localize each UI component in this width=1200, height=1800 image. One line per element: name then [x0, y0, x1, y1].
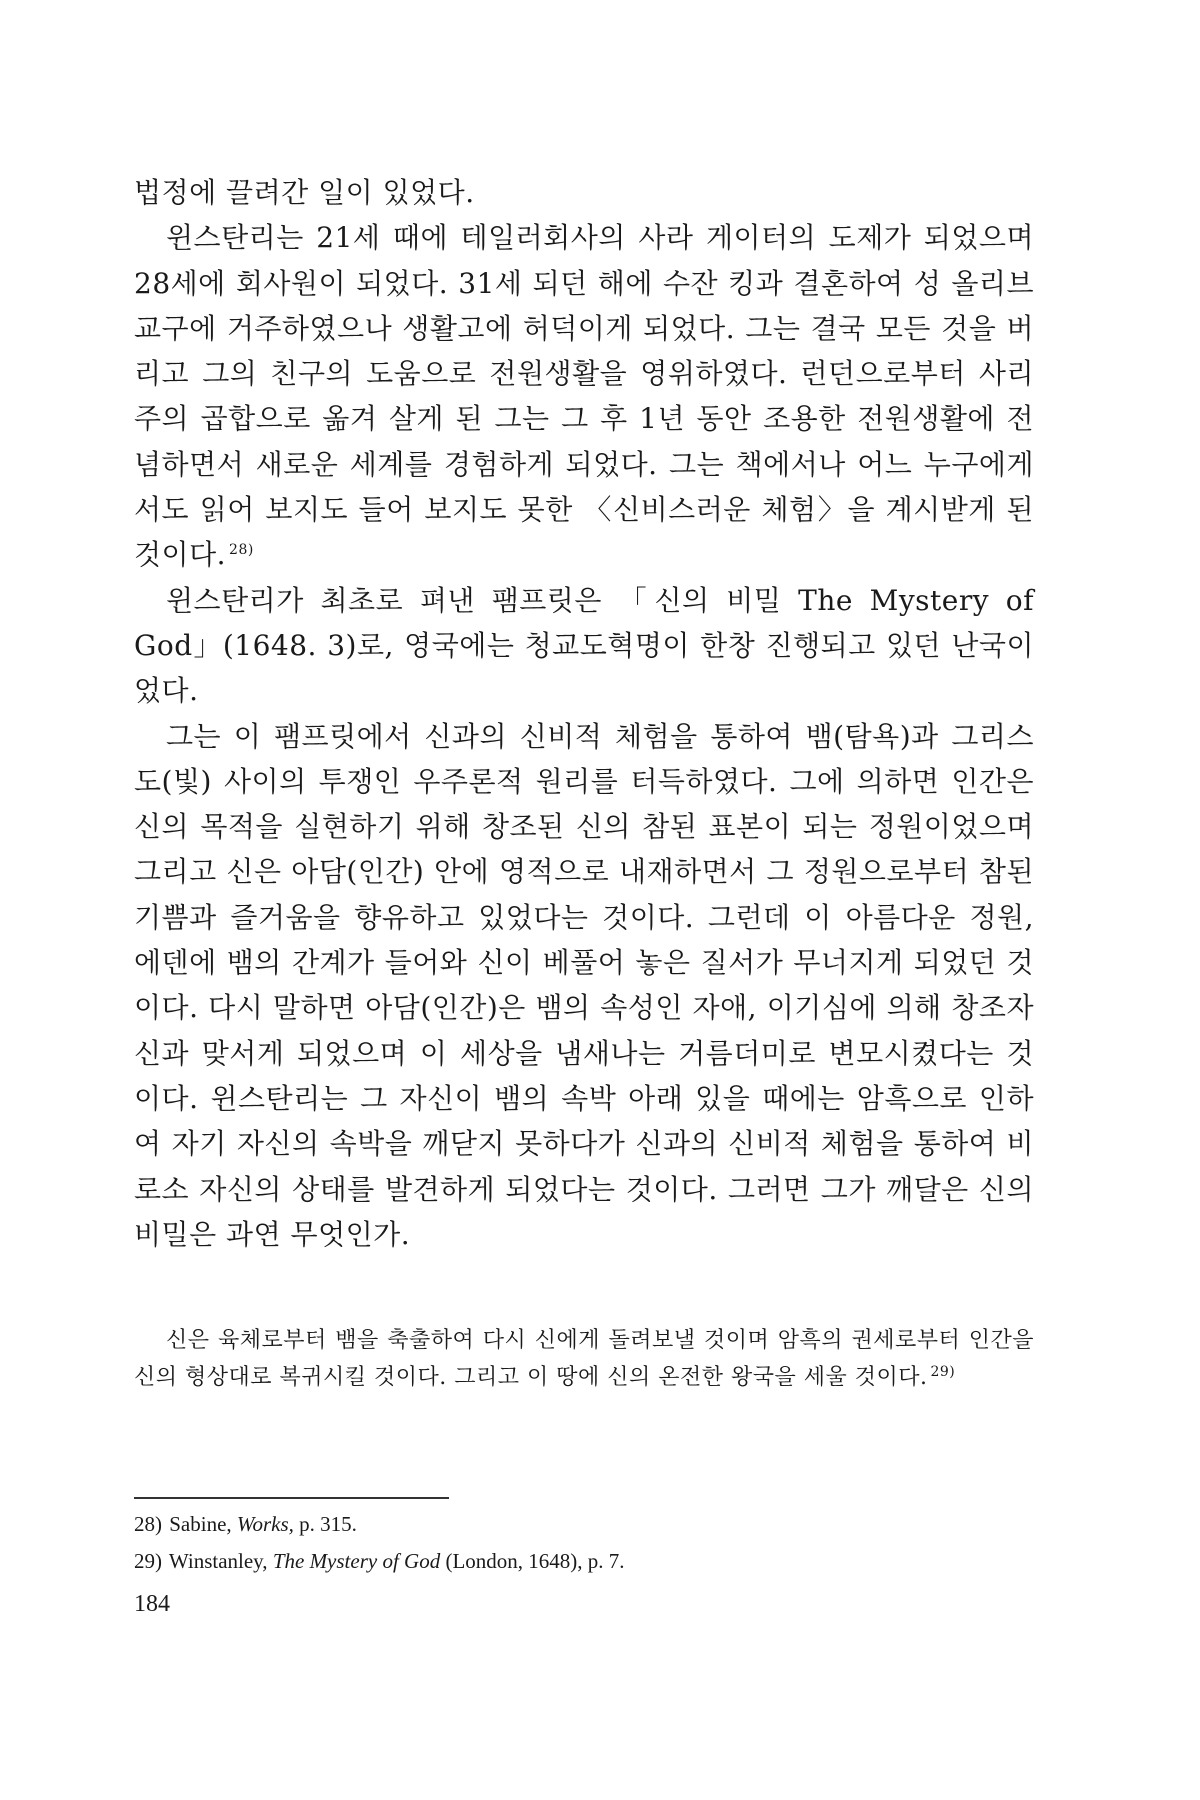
block-quote [134, 1322, 1034, 1396]
footnotes [134, 1506, 1034, 1580]
footnote-author: Winstanley, [168, 1549, 268, 1573]
paragraph-biography-text: 윈스탄리는 21세 때에 테일러회사의 사라 게이터의 도제가 되었으며 28세에 회사원이 되었다. 31세 되던 해에 수잔 킹과 결혼하여 성 올리브 교구에 거주하였으나 생활고에 허덕이게 되었다. 그는 결국 모든 것을 버리고 그의 친구의 도움으로 전원생활을 영위하였다. 런던으로부터 사리주의 곱합으로 옮겨 살게 된 그는 그 후 1년 동안 조용한 전원생활에 전념하면서 새로운 세계를 경험하게 되었다. 그는 책에서나 어느 누구에게서도 읽어 보지도 들어 보지도 못한 〈신비스러운 체험〉을 계시받게 된 것이다. [134, 221, 1034, 572]
footnote-number: 28) [134, 1512, 162, 1536]
footnote-author: Sabine, [169, 1512, 232, 1536]
paragraph-cosmology: 그는 이 팸프릿에서 신과의 신비적 체험을 통하여 뱀(탐욕)과 그리스도(빛) 사이의 투쟁인 우주론적 원리를 터득하였다. 그에 의하면 인간은 신의 목적을 실현하기 위해 창조된 신의 참된 표본이 되는 정원이었으며 그리고 신은 아담(인간) 안에 영적으로 내재하면서 그 정원으로부터 참된 기쁨과 즐거움을 향유하고 있었다는 것이다. 그런데 이 아름다운 정원, 에덴에 뱀의 간계가 들어와 신이 베풀어 놓은 질서가 무너지게 되었던 것이다. 다시 말하면 아담(인간)은 뱀의 속성인 자애, 이기심에 의해 창조자 신과 맞서게 되었으며 이 세상을 냄새나는 거름더미로 변모시켰다는 것이다. 윈스탄리는 그 자신이 뱀의 속박 아래 있을 때에는 암흑으로 인하여 자기 자신의 속박을 깨닫지 못하다가 신과의 신비적 체험을 통하여 비로소 자신의 상태를 발견하게 되었다는 것이다. 그러면 그가 깨달은 신의 비밀은 과연 무엇인가. [134, 719, 1034, 1251]
footnote-28 [134, 1506, 1034, 1543]
footnote-ref-29: 29) [930, 1363, 956, 1380]
footnote-title: Works, [236, 1512, 294, 1536]
paragraph-pamphlet: 윈스탄리가 최초로 펴낸 팸프릿은 「신의 비밀 The Mystery of God」(1648. 3)로, 영국에는 청교도혁명이 한창 진행되고 있던 난국이었다. [134, 583, 1034, 708]
footnote-title: The Mystery of God [272, 1549, 441, 1573]
paragraph-biography [134, 215, 1034, 577]
page-number: 184 [134, 1591, 170, 1617]
footnote-pages: p. 315. [299, 1512, 357, 1536]
block-quote-text: 신은 육체로부터 뱀을 축출하여 다시 신에게 돌려보낼 것이며 암흑의 권세로부터 인간을 신의 형상대로 복귀시킬 것이다. 그리고 이 땅에 신의 온전한 왕국을 세울 것이다. [134, 1328, 1034, 1390]
footnote-number: 29) [134, 1549, 162, 1573]
paragraph-continuation: 법정에 끌려간 일이 있었다. [134, 176, 475, 209]
footnote-divider [134, 1497, 449, 1499]
footnote-29 [134, 1543, 1034, 1580]
footnote-pages: (London, 1648), p. 7. [445, 1549, 625, 1573]
footnote-ref-28: 28) [229, 542, 254, 559]
main-text [134, 170, 1034, 1257]
